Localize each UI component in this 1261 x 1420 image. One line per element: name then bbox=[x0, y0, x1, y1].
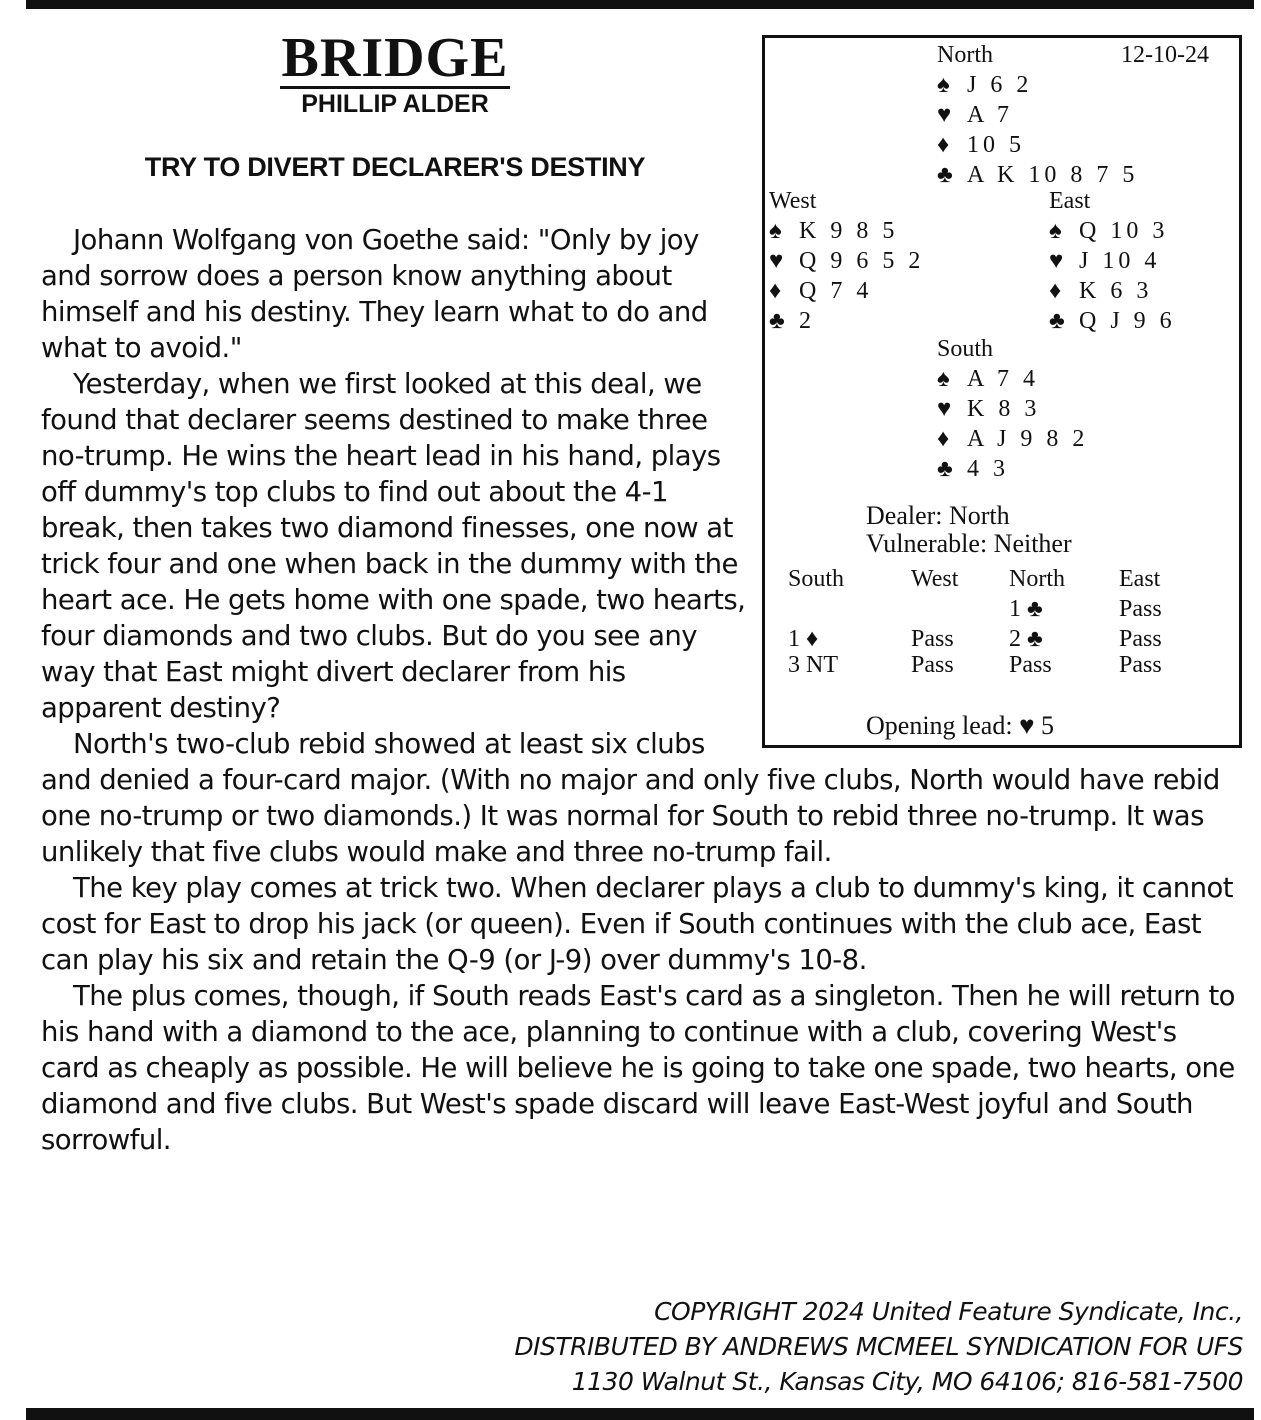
spade-icon: ♠ bbox=[937, 72, 954, 98]
south-label: South bbox=[937, 336, 994, 362]
diagram-spacer bbox=[753, 222, 1241, 752]
auction-cell: Pass bbox=[1119, 652, 1162, 678]
east-hearts: ♥ J 10 4 bbox=[1049, 248, 1161, 274]
east-clubs: ♣ Q J 9 6 bbox=[1049, 308, 1176, 334]
diamond-icon: ♦ bbox=[937, 132, 954, 158]
auction-header-south: South bbox=[788, 566, 845, 592]
copyright-notice bbox=[343, 1294, 1243, 1399]
top-rule bbox=[26, 0, 1254, 9]
deal-date: 12-10-24 bbox=[1121, 42, 1209, 68]
masthead bbox=[280, 27, 510, 119]
diamond-icon: ♦ bbox=[937, 426, 954, 452]
club-icon: ♣ bbox=[769, 308, 789, 334]
heart-icon: ♥ bbox=[769, 248, 788, 274]
diamond-icon: ♦ bbox=[1049, 278, 1066, 304]
club-icon: ♣ bbox=[937, 162, 957, 188]
paragraph: The key play comes at trick two. When declarer plays a club to dummy's king, it cannot cost for East to drop his jack (or queen). Even if South continues with the club ace, East can play his six and retain the Q-9 (or J-9) over dummy's 10-8. bbox=[41, 872, 1234, 976]
copyright-line: DISTRIBUTED BY ANDREWS MCMEEL SYNDICATION FOR UFS bbox=[514, 1332, 1243, 1361]
auction-cell: Pass bbox=[911, 626, 954, 652]
west-diamonds: ♦ Q 7 4 bbox=[769, 278, 873, 304]
spade-icon: ♠ bbox=[1049, 218, 1066, 244]
opening-lead: Opening lead: ♥ 5 bbox=[866, 711, 1055, 740]
north-diamonds: ♦ 10 5 bbox=[937, 132, 1025, 158]
heart-icon: ♥ bbox=[937, 396, 956, 422]
copyright-line: COPYRIGHT 2024 United Feature Syndicate, Inc., bbox=[654, 1297, 1243, 1326]
west-label: West bbox=[769, 188, 817, 214]
north-spades: ♠ J 6 2 bbox=[937, 72, 1033, 98]
west-hearts: ♥ Q 9 6 5 2 bbox=[769, 248, 925, 274]
club-icon: ♣ bbox=[1049, 308, 1069, 334]
author-byline: PHILLIP ALDER bbox=[301, 90, 489, 118]
south-clubs: ♣ 4 3 bbox=[937, 456, 1009, 482]
article-headline: TRY TO DIVERT DECLARER'S DESTINY bbox=[144, 152, 646, 182]
vulnerable-info: Vulnerable: Neither bbox=[866, 529, 1072, 558]
south-hearts: ♥ K 8 3 bbox=[937, 396, 1041, 422]
south-spades: ♠ A 7 4 bbox=[937, 366, 1040, 392]
auction-cell: 1 ♦ bbox=[788, 626, 819, 652]
west-spades: ♠ K 9 8 5 bbox=[769, 218, 899, 244]
auction-header-west: West bbox=[911, 566, 959, 592]
auction-cell: Pass bbox=[911, 652, 954, 678]
south-diamonds: ♦ A J 9 8 2 bbox=[937, 426, 1089, 452]
bottom-rule bbox=[26, 1408, 1254, 1420]
spade-icon: ♠ bbox=[937, 366, 954, 392]
east-diamonds: ♦ K 6 3 bbox=[1049, 278, 1153, 304]
paragraph: The plus comes, though, if South reads East's card as a singleton. Then he will return to his hand with a diamond to the ace, planning to continue with a club, covering West's card as cheaply as possible. He will believe he is going to take one spade, two hearts, one diamond and five clubs. But West's spade discard will leave East-West joyful and South sorrowful. bbox=[41, 980, 1235, 1156]
article-body bbox=[41, 222, 1241, 1158]
auction-cell: 1 ♣ bbox=[1009, 596, 1043, 622]
heart-icon: ♥ bbox=[1049, 248, 1068, 274]
auction-cell: 3 NT bbox=[788, 652, 838, 678]
east-label: East bbox=[1049, 188, 1091, 214]
diamond-icon: ♦ bbox=[769, 278, 786, 304]
paragraph: Yesterday, when we first looked at this deal, we found that declarer seems destined to make three no-trump. He wins the heart lead in his hand, plays off dummy's top clubs to find out about the 4-1 break, then takes two diamond finesses, one now at trick four and one when back in the dummy with the heart ace. He gets home with one spade, two hearts, four diamonds and two clubs. But do you see any way that East might divert declarer from his apparent destiny? bbox=[41, 368, 746, 724]
club-icon: ♣ bbox=[937, 456, 957, 482]
paragraph: North's two-club rebid showed at least six clubs and denied a four-card major. (With no major and only five clubs, North would have rebid one no-trump or two diamonds.) It was normal for South to rebid three no-trump. It was unlikely that five clubs would make and three no-trump fail. bbox=[41, 728, 1220, 868]
north-label: North bbox=[937, 42, 993, 68]
north-clubs: ♣ A K 10 8 7 5 bbox=[937, 162, 1139, 188]
column-title: BRIDGE bbox=[281, 27, 509, 89]
auction-header-east: East bbox=[1119, 566, 1161, 592]
spade-icon: ♠ bbox=[769, 218, 786, 244]
west-clubs: ♣ 2 bbox=[769, 308, 815, 334]
auction-cell: Pass bbox=[1009, 652, 1052, 678]
dealer-info: Dealer: North bbox=[866, 501, 1010, 530]
auction-cell: Pass bbox=[1119, 596, 1162, 622]
auction-cell: Pass bbox=[1119, 626, 1162, 652]
paragraph: Johann Wolfgang von Goethe said: "Only by joy and sorrow does a person know anything about himself and his destiny. They learn what to do and what to avoid." bbox=[41, 224, 708, 364]
east-spades: ♠ Q 10 3 bbox=[1049, 218, 1169, 244]
heart-icon: ♥ bbox=[937, 102, 956, 128]
copyright-line: 1130 Walnut St., Kansas City, MO 64106; 816-581-7500 bbox=[571, 1367, 1243, 1396]
auction-header-north: North bbox=[1009, 566, 1065, 592]
north-hearts: ♥ A 7 bbox=[937, 102, 1014, 128]
auction-cell: 2 ♣ bbox=[1009, 626, 1043, 652]
